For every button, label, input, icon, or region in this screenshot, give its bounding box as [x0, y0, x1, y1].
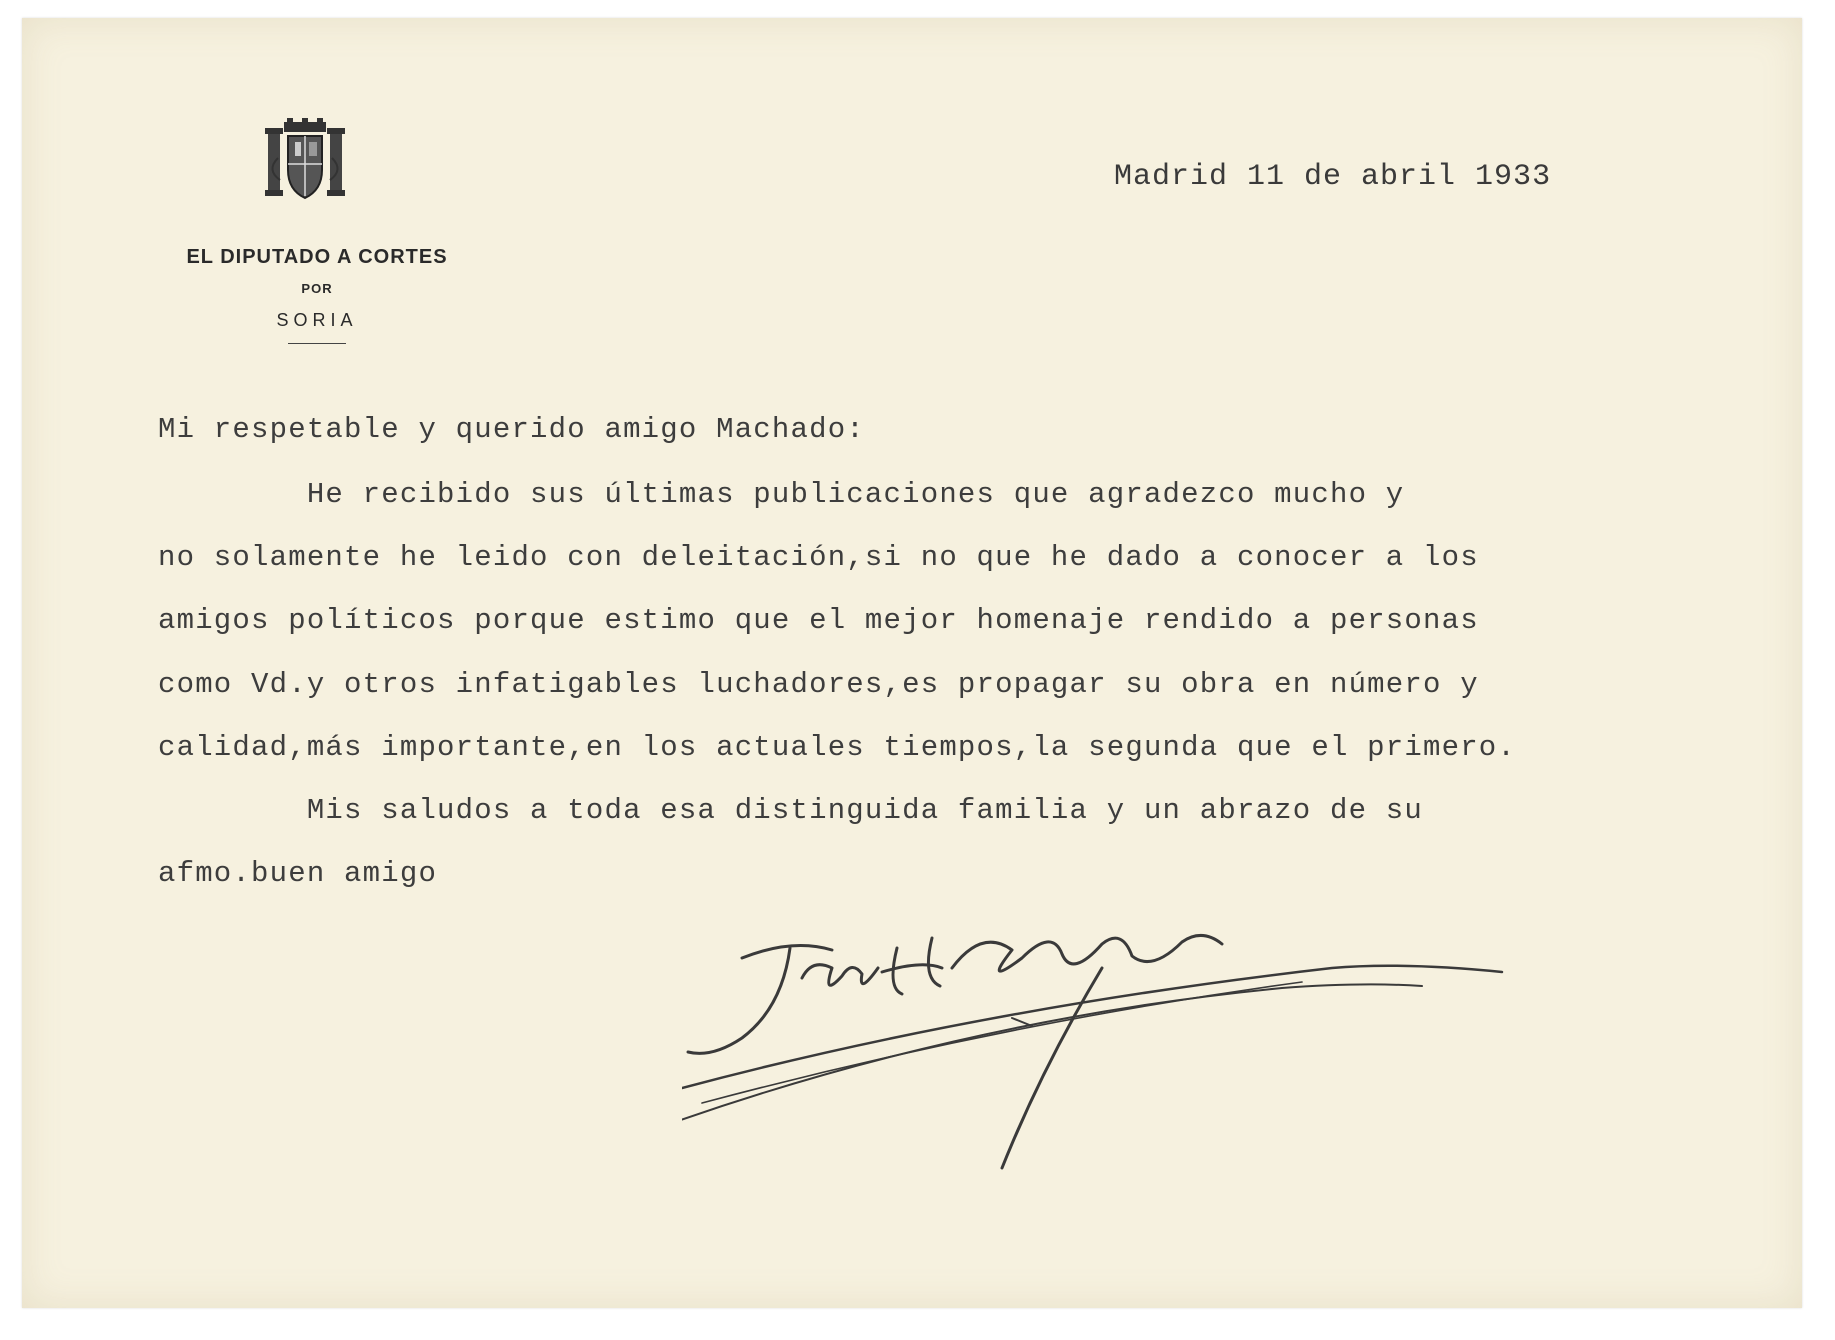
- letter-date: Madrid 11 de abril 1933: [1114, 160, 1552, 194]
- letterhead-por: POR: [301, 281, 333, 296]
- letter-sheet: [22, 18, 1802, 1308]
- letterhead-place: SORIA: [276, 310, 358, 330]
- letterhead: [142, 246, 492, 344]
- letter-line: como Vd.y otros infatigables luchadores,es propagar su obra en número y: [158, 668, 1479, 701]
- letter-line: afmo.buen amigo: [158, 857, 438, 890]
- letter-line: Mis saludos a toda esa distinguida familia y un abrazo de su: [158, 794, 1423, 827]
- letter-line: amigos políticos porque estimo que el mejor homenaje rendido a personas: [158, 604, 1479, 637]
- spanish-coat-of-arms-icon: [260, 118, 350, 208]
- letter-line: calidad,más importante,en los actuales tiempos,la segunda que el primero.: [158, 731, 1517, 764]
- letterhead-rule: [288, 343, 346, 344]
- letter-line: He recibido sus últimas publicaciones que agradezco mucho y: [158, 478, 1405, 511]
- letterhead-title: EL DIPUTADO A CORTES: [186, 246, 448, 268]
- letter-line: no solamente he leido con deleitación,si no que he dado a conocer a los: [158, 541, 1479, 574]
- handwritten-signature: [682, 898, 1522, 1198]
- letter-salutation: Mi respetable y querido amigo Machado:: [158, 413, 865, 446]
